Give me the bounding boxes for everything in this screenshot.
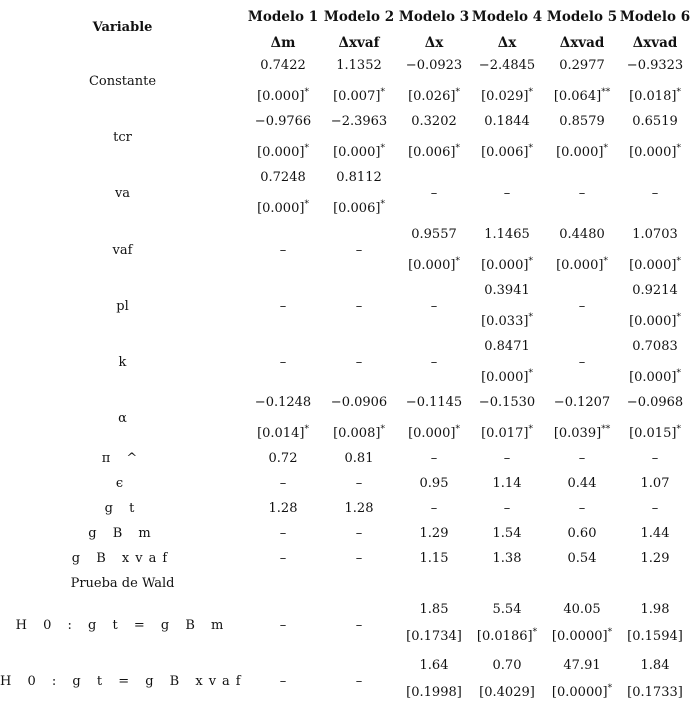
pval-cell-value: [0.029]: [481, 89, 529, 104]
pval-cell-value: [0.000]: [408, 258, 456, 273]
simple-row-label-2: g t: [104, 501, 141, 516]
coef-cell: 0.7422: [260, 58, 306, 73]
wald-pval-cell: [396, 629, 472, 644]
row-label-4: pl: [116, 299, 129, 314]
coef-cell: 0.6519: [632, 114, 678, 129]
pval-cell: [617, 370, 693, 385]
dash-cell: –: [578, 299, 586, 314]
model-header-2: Modelo 2: [323, 9, 395, 25]
coef-cell: −0.9766: [254, 114, 312, 129]
dash-cell: –: [279, 618, 287, 633]
pval-cell-value: [0.015]: [629, 426, 677, 441]
value-cell: 0.54: [567, 551, 597, 566]
coef-cell: −0.0923: [405, 58, 463, 73]
significance-marker: *: [528, 424, 533, 435]
significance-marker: *: [528, 312, 533, 323]
simple-row-label-3: g B m: [88, 526, 157, 541]
value-cell: 0.81: [344, 451, 374, 466]
pval-cell: [245, 201, 321, 216]
dependent-1: Δm: [270, 35, 296, 51]
dash-cell: –: [355, 355, 363, 370]
value-cell: –: [578, 501, 586, 516]
significance-marker: *: [380, 143, 385, 154]
dependent-2: Δxvaf: [338, 35, 380, 51]
pval-cell: [544, 89, 620, 104]
wald-pval-cell-value: [0.0000]: [551, 629, 608, 644]
dash-cell: –: [355, 299, 363, 314]
row-label-3: vaf: [112, 243, 133, 258]
significance-marker: *: [676, 368, 681, 379]
pval-cell: [245, 145, 321, 160]
dash-cell: –: [355, 674, 363, 689]
significance-marker: *: [607, 627, 613, 638]
dependent-5: Δxvad: [559, 35, 605, 51]
value-cell: 0.72: [268, 451, 298, 466]
significance-marker: *: [528, 256, 533, 267]
pval-cell-value: [0.000]: [257, 145, 305, 160]
significance-marker: *: [528, 143, 533, 154]
wald-pval-cell-value: [0.1734]: [406, 629, 462, 644]
coef-cell: −0.1248: [254, 395, 312, 410]
value-cell: –: [430, 501, 438, 516]
wald-test-label-0: H 0 : g t = g B m: [15, 618, 230, 633]
pval-cell-value: [0.006]: [481, 145, 529, 160]
value-cell: 1.07: [640, 476, 670, 491]
model-header-5: Modelo 5: [546, 9, 618, 25]
significance-marker: *: [676, 424, 681, 435]
value-cell: 0.44: [567, 476, 597, 491]
pval-cell-value: [0.000]: [629, 314, 677, 329]
dash-cell: –: [279, 243, 287, 258]
pval-cell-value: [0.000]: [556, 145, 604, 160]
coef-cell: 0.3941: [484, 283, 530, 298]
value-cell: –: [503, 501, 511, 516]
pval-cell: [469, 426, 545, 441]
significance-marker: *: [380, 87, 385, 98]
dash-cell: –: [430, 186, 438, 201]
dash-cell: –: [355, 618, 363, 633]
wald-pval-cell: [396, 685, 472, 700]
value-cell: 1.28: [344, 501, 374, 516]
coef-cell: 0.9557: [411, 227, 457, 242]
significance-marker: *: [380, 199, 385, 210]
pval-cell: [396, 145, 472, 160]
pval-cell: [396, 89, 472, 104]
value-cell: –: [503, 451, 511, 466]
pval-cell-value: [0.000]: [408, 426, 456, 441]
pval-cell: [617, 89, 693, 104]
significance-marker: *: [676, 143, 681, 154]
coef-cell: 1.1352: [336, 58, 382, 73]
wald-pval-cell-value: [0.1594]: [627, 629, 683, 644]
coef-cell: 0.2977: [559, 58, 605, 73]
pval-cell: [396, 258, 472, 273]
significance-marker: *: [304, 143, 309, 154]
value-cell: –: [279, 476, 287, 491]
coef-cell: 0.7248: [260, 170, 306, 185]
coef-cell: 0.8471: [484, 339, 530, 354]
value-cell: 1.54: [492, 526, 522, 541]
wald-test-label-1: H 0 : g t = g B xvaf: [0, 674, 247, 689]
significance-marker: *: [455, 87, 460, 98]
value-cell: 1.28: [268, 501, 298, 516]
pval-cell: [617, 258, 693, 273]
wald-stat-cell: 1.84: [640, 658, 670, 673]
pval-cell: [321, 89, 397, 104]
value-cell: –: [355, 476, 363, 491]
wald-pval-cell-value: [0.0186]: [476, 629, 533, 644]
wald-stat-cell: 47.91: [563, 658, 601, 673]
dash-cell: –: [578, 355, 586, 370]
pval-cell: [469, 89, 545, 104]
value-cell: –: [651, 501, 659, 516]
pval-cell-value: [0.017]: [481, 426, 529, 441]
wald-pval-cell-value: [0.4029]: [479, 685, 535, 700]
wald-pval-cell: [469, 685, 545, 700]
coef-cell: 0.8112: [336, 170, 382, 185]
dependent-4: Δx: [497, 35, 517, 51]
significance-marker: *: [603, 256, 608, 267]
pval-cell-value: [0.018]: [629, 89, 677, 104]
wald-stat-cell: 1.64: [419, 658, 449, 673]
pval-cell-value: [0.006]: [408, 145, 456, 160]
coef-cell: 0.4480: [559, 227, 605, 242]
coef-cell: 0.3202: [411, 114, 457, 129]
simple-row-label-1: ϵ: [115, 476, 130, 491]
value-cell: –: [651, 451, 659, 466]
pval-cell-value: [0.000]: [556, 258, 604, 273]
significance-marker: *: [455, 424, 460, 435]
pval-cell-value: [0.000]: [481, 258, 529, 273]
pval-cell-value: [0.064]: [553, 89, 602, 104]
dash-cell: –: [355, 243, 363, 258]
row-label-0: Constante: [88, 74, 157, 89]
pval-cell-value: [0.026]: [408, 89, 456, 104]
pval-cell: [469, 258, 545, 273]
significance-marker: *: [528, 87, 533, 98]
pval-cell: [617, 145, 693, 160]
significance-marker: *: [455, 143, 460, 154]
pval-cell-value: [0.039]: [553, 426, 602, 441]
wald-pval-cell-value: [0.1998]: [406, 685, 462, 700]
coef-cell: 1.0703: [632, 227, 678, 242]
wald-pval-cell-value: [0.0000]: [551, 685, 608, 700]
coef-cell: −2.3963: [330, 114, 388, 129]
value-cell: 1.29: [640, 551, 670, 566]
row-label-6: α: [118, 411, 127, 426]
wald-pval-cell: [544, 629, 620, 644]
coef-cell: −0.0906: [330, 395, 388, 410]
header-variable: Variable: [92, 20, 153, 35]
dash-cell: –: [430, 299, 438, 314]
dash-cell: –: [279, 674, 287, 689]
pval-cell-value: [0.033]: [481, 314, 529, 329]
coef-cell: 1.1465: [484, 227, 530, 242]
significance-marker: *: [304, 87, 309, 98]
value-cell: –: [279, 551, 287, 566]
significance-marker: *: [380, 424, 385, 435]
significance-marker: *: [455, 256, 460, 267]
model-header-4: Modelo 4: [471, 9, 543, 25]
simple-row-label-0: π ^: [101, 451, 144, 466]
significance-marker: *: [304, 424, 309, 435]
wald-pval-cell: [617, 629, 693, 644]
model-header-1: Modelo 1: [247, 9, 319, 25]
pval-cell-value: [0.000]: [629, 258, 677, 273]
pval-cell-value: [0.000]: [629, 145, 677, 160]
pval-cell: [321, 426, 397, 441]
value-cell: –: [578, 451, 586, 466]
dash-cell: –: [430, 355, 438, 370]
wald-stat-cell: 40.05: [563, 602, 601, 617]
wald-pval-cell: [469, 629, 545, 644]
dash-cell: –: [651, 186, 659, 201]
pval-cell-value: [0.006]: [333, 201, 381, 216]
pval-cell-value: [0.007]: [333, 89, 381, 104]
wald-pval-cell-value: [0.1733]: [627, 685, 683, 700]
value-cell: 1.14: [492, 476, 522, 491]
coef-cell: −0.1145: [405, 395, 463, 410]
pval-cell: [469, 145, 545, 160]
pval-cell: [321, 145, 397, 160]
pval-cell: [245, 89, 321, 104]
pval-cell: [544, 145, 620, 160]
pval-cell-value: [0.000]: [481, 370, 529, 385]
dash-cell: –: [279, 355, 287, 370]
coef-cell: −0.1530: [478, 395, 536, 410]
pval-cell: [321, 201, 397, 216]
coef-cell: 0.7083: [632, 339, 678, 354]
value-cell: 1.29: [419, 526, 449, 541]
pval-cell: [617, 314, 693, 329]
wald-stat-cell: 1.85: [419, 602, 449, 617]
significance-marker: **: [601, 424, 611, 435]
significance-marker: *: [607, 683, 613, 694]
coef-cell: −0.1207: [553, 395, 611, 410]
wald-stat-cell: 0.70: [492, 658, 522, 673]
significance-marker: *: [603, 143, 608, 154]
row-label-2: va: [114, 186, 131, 201]
pval-cell: [544, 258, 620, 273]
value-cell: 1.38: [492, 551, 522, 566]
dash-cell: –: [578, 186, 586, 201]
pval-cell-value: [0.000]: [257, 201, 305, 216]
pval-cell-value: [0.000]: [333, 145, 381, 160]
dash-cell: –: [279, 299, 287, 314]
significance-marker: *: [676, 87, 681, 98]
coef-cell: 0.9214: [632, 283, 678, 298]
pval-cell-value: [0.000]: [629, 370, 677, 385]
dependent-3: Δx: [424, 35, 444, 51]
pval-cell-value: [0.014]: [257, 426, 305, 441]
pval-cell: [245, 426, 321, 441]
wald-stat-cell: 5.54: [492, 602, 522, 617]
pval-cell: [469, 314, 545, 329]
coef-cell: −0.9323: [626, 58, 684, 73]
value-cell: 1.15: [419, 551, 449, 566]
simple-row-label-4: g B xvaf: [71, 551, 174, 566]
pval-cell-value: [0.008]: [333, 426, 381, 441]
dash-cell: –: [503, 186, 511, 201]
value-cell: 1.44: [640, 526, 670, 541]
value-cell: –: [430, 451, 438, 466]
value-cell: –: [279, 526, 287, 541]
value-cell: 0.60: [567, 526, 597, 541]
significance-marker: *: [676, 312, 681, 323]
significance-marker: **: [601, 87, 611, 98]
coef-cell: −0.0968: [626, 395, 684, 410]
dependent-6: Δxvad: [632, 35, 678, 51]
pval-cell: [396, 426, 472, 441]
significance-marker: *: [304, 199, 309, 210]
wald-title: Prueba de Wald: [70, 576, 175, 591]
significance-marker: *: [676, 256, 681, 267]
coef-cell: −2.4845: [478, 58, 536, 73]
value-cell: –: [355, 526, 363, 541]
wald-pval-cell: [544, 685, 620, 700]
significance-marker: *: [528, 368, 533, 379]
pval-cell: [617, 426, 693, 441]
pval-cell-value: [0.000]: [257, 89, 305, 104]
coef-cell: 0.1844: [484, 114, 530, 129]
model-header-6: Modelo 6: [619, 9, 691, 25]
model-header-3: Modelo 3: [398, 9, 470, 25]
wald-stat-cell: 1.98: [640, 602, 670, 617]
value-cell: 0.95: [419, 476, 449, 491]
row-label-5: k: [118, 355, 127, 370]
value-cell: –: [355, 551, 363, 566]
coef-cell: 0.8579: [559, 114, 605, 129]
significance-marker: *: [532, 627, 538, 638]
pval-cell: [469, 370, 545, 385]
wald-pval-cell: [617, 685, 693, 700]
row-label-1: tcr: [113, 130, 132, 145]
pval-cell: [544, 426, 620, 441]
